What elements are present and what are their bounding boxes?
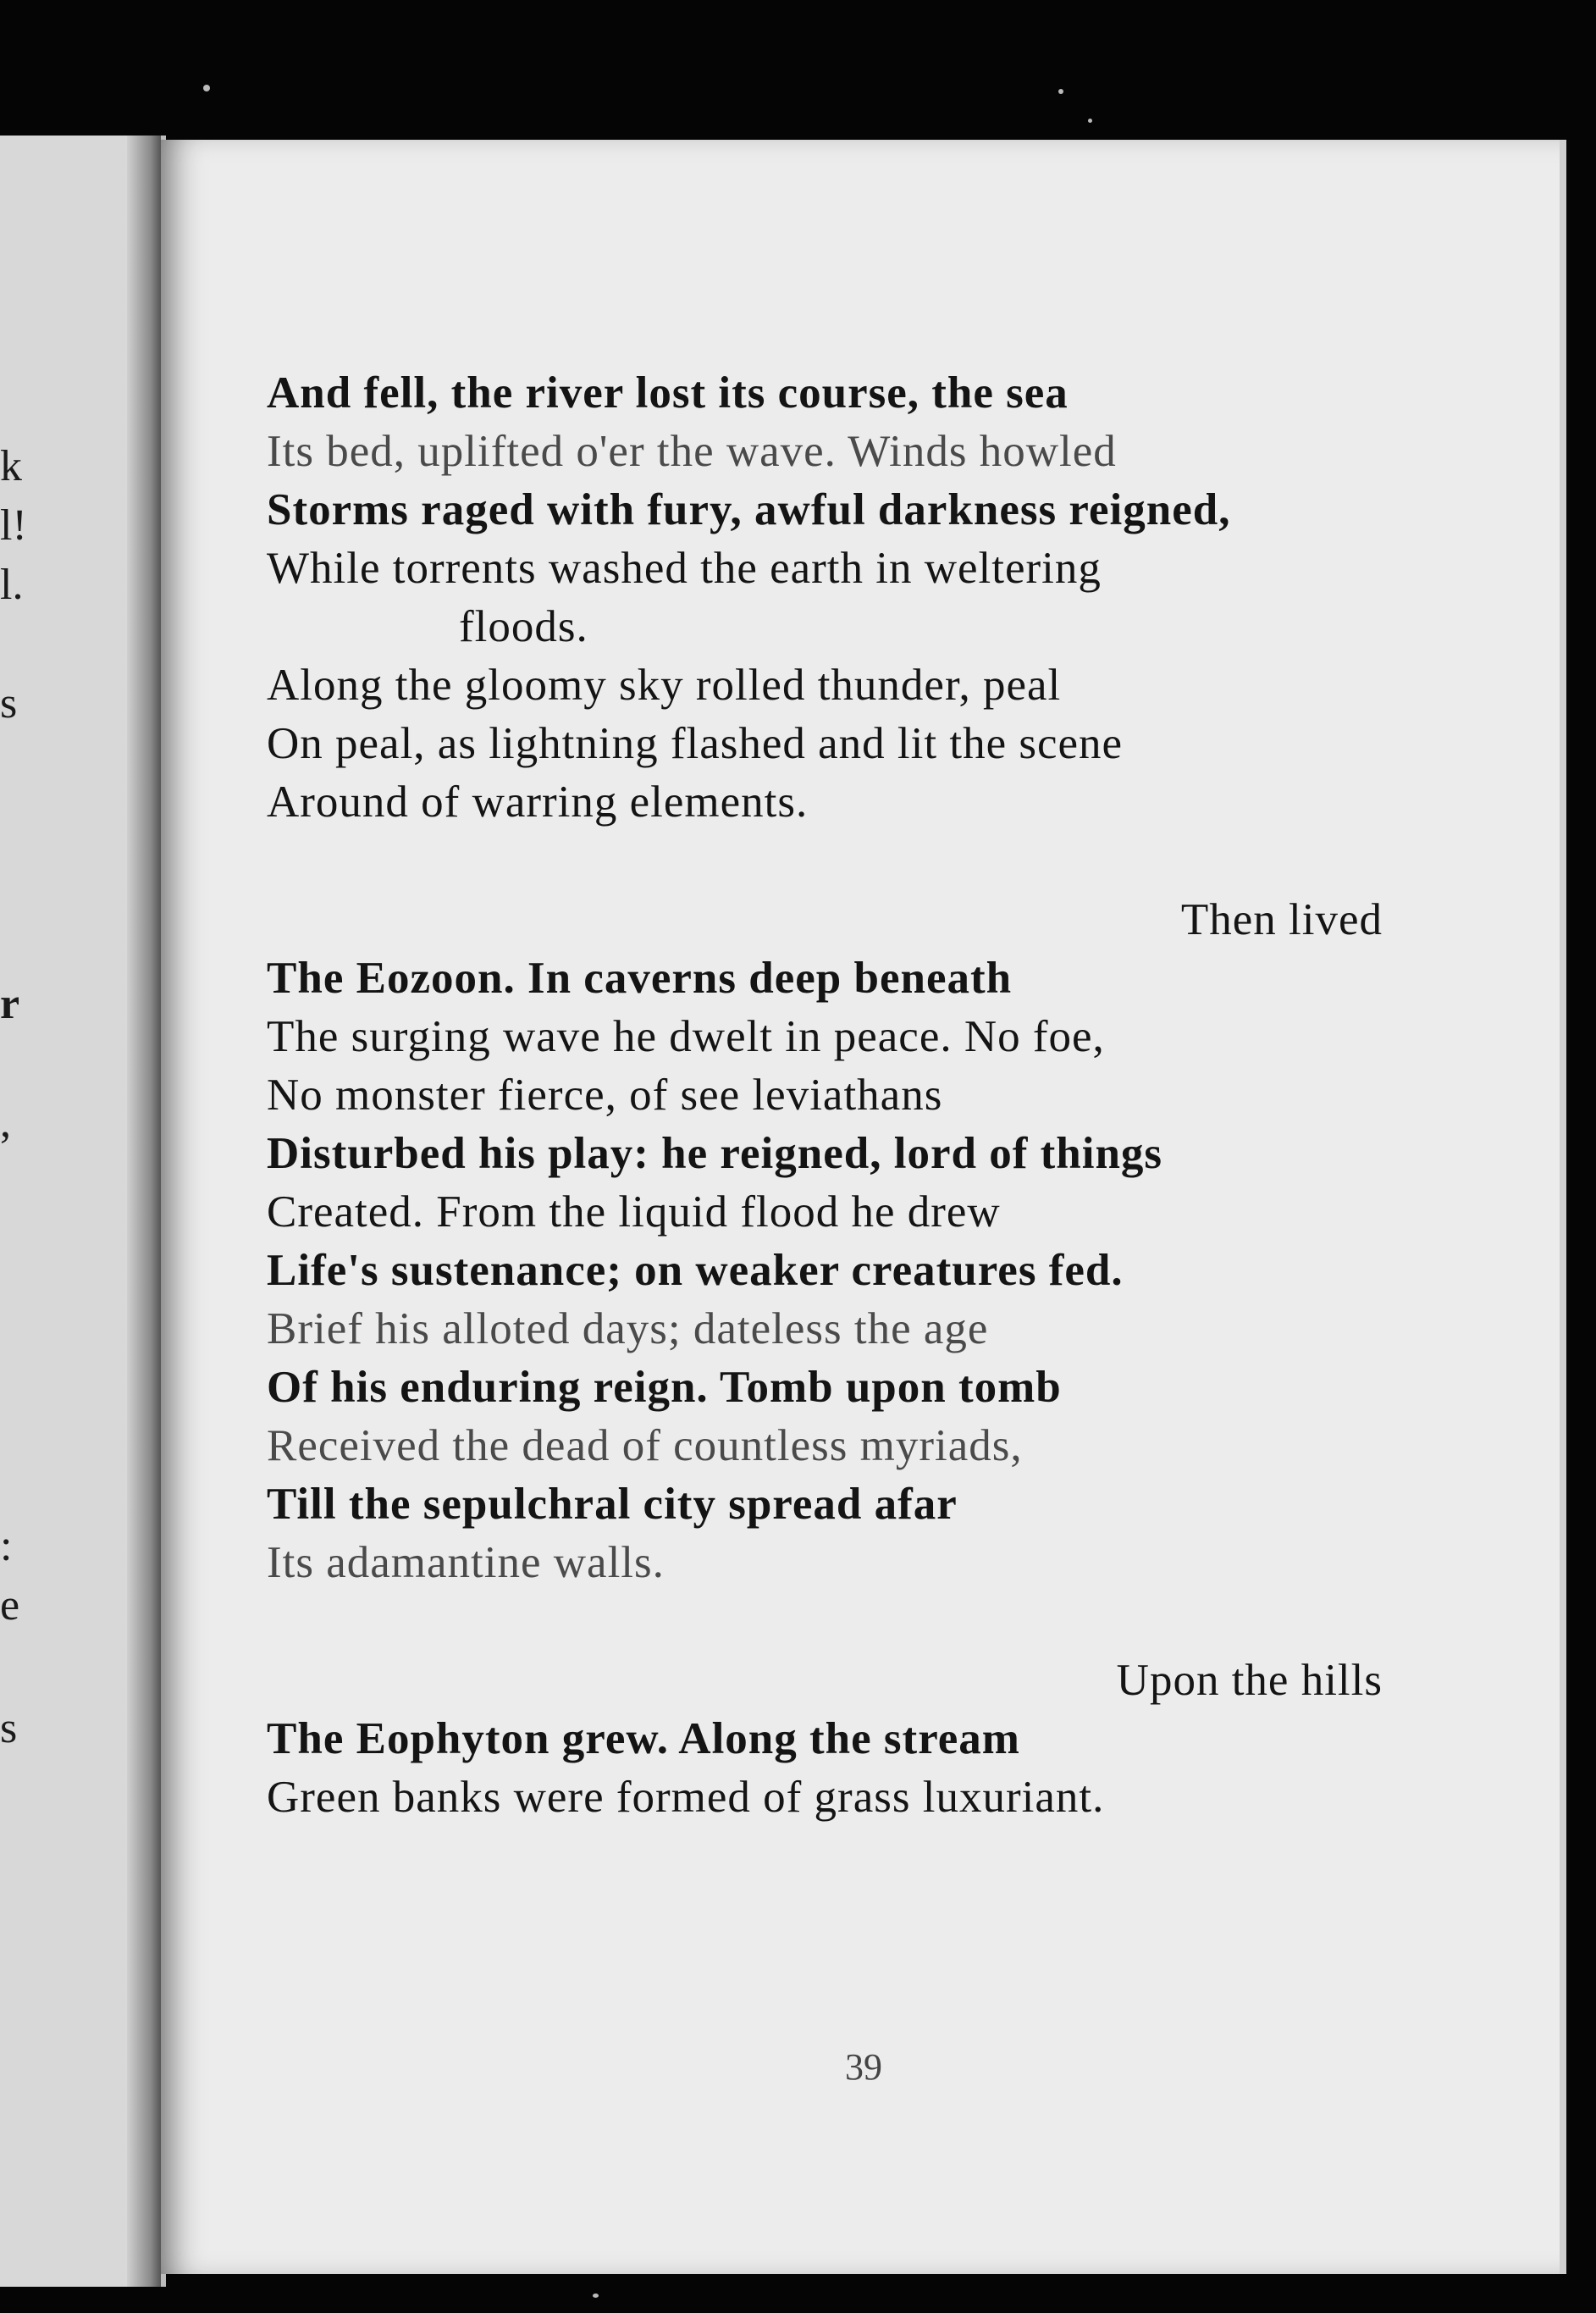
left-fragment: e: [0, 1581, 20, 1630]
scan-speck: [1088, 119, 1092, 123]
poem-line: Till the sepulchral city spread afar: [267, 1480, 958, 1529]
poem-line: Of his enduring reign. Tomb upon tomb: [267, 1363, 1062, 1412]
poem-line: floods.: [459, 602, 588, 651]
page-gutter: [127, 136, 161, 2287]
poem-line: And fell, the river lost its course, the sea: [267, 368, 1069, 418]
scan-speck: [1058, 89, 1063, 94]
poem-line: Its bed, uplifted o'er the wave. Winds howled: [267, 427, 1117, 476]
scan-speck: [593, 2294, 599, 2298]
poem-line: Created. From the liquid flood he drew: [267, 1187, 1001, 1237]
page-edge: [1560, 140, 1566, 2274]
previous-page-edge: [0, 136, 166, 2287]
left-fragment: r: [0, 980, 20, 1028]
poem-line: Along the gloomy sky rolled thunder, peal: [267, 661, 1062, 710]
poem-line: Storms raged with fury, awful darkness reigned,: [267, 485, 1231, 534]
poem-line: The Eozoon. In caverns deep beneath: [267, 954, 1013, 1003]
stanza-gap: [267, 832, 1435, 891]
poem-line: Around of warring elements.: [267, 777, 809, 827]
poem-line: Then lived: [1180, 895, 1383, 944]
scan-speck: [203, 85, 210, 91]
page-number: 39: [845, 2046, 882, 2088]
poem-line: Disturbed his play: he reigned, lord of things: [267, 1129, 1163, 1178]
left-fragment: l.: [0, 561, 24, 609]
left-fragment: s: [0, 679, 18, 728]
poem-line: On peal, as lightning flashed and lit the scene: [267, 719, 1124, 768]
poem-line: Received the dead of countless myriads,: [267, 1421, 1023, 1470]
poem-line: Upon the hills: [1116, 1656, 1383, 1705]
left-fragment: :: [0, 1522, 13, 1570]
left-fragment: l!: [0, 501, 27, 550]
book-page: [161, 140, 1566, 2274]
left-fragment: s: [0, 1704, 18, 1752]
poem-line: No monster fierce, of see leviathans: [267, 1071, 943, 1120]
poem-line: Life's sustenance; on weaker creatures fed.: [267, 1246, 1124, 1295]
poem-line: Brief his alloted days; dateless the age: [267, 1304, 989, 1353]
left-fragment: k: [0, 442, 22, 490]
poem-text: [267, 364, 1435, 1827]
poem-line: Green banks were formed of grass luxuriant.: [267, 1773, 1105, 1822]
poem-line: While torrents washed the earth in weltering: [267, 544, 1102, 593]
poem-line: The Eophyton grew. Along the stream: [267, 1714, 1020, 1763]
poem-line: Its adamantine walls.: [267, 1538, 665, 1587]
poem-line: The surging wave he dwelt in peace. No foe,: [267, 1012, 1105, 1061]
left-fragment: ,: [0, 1098, 11, 1147]
stanza-gap: [267, 1592, 1435, 1652]
